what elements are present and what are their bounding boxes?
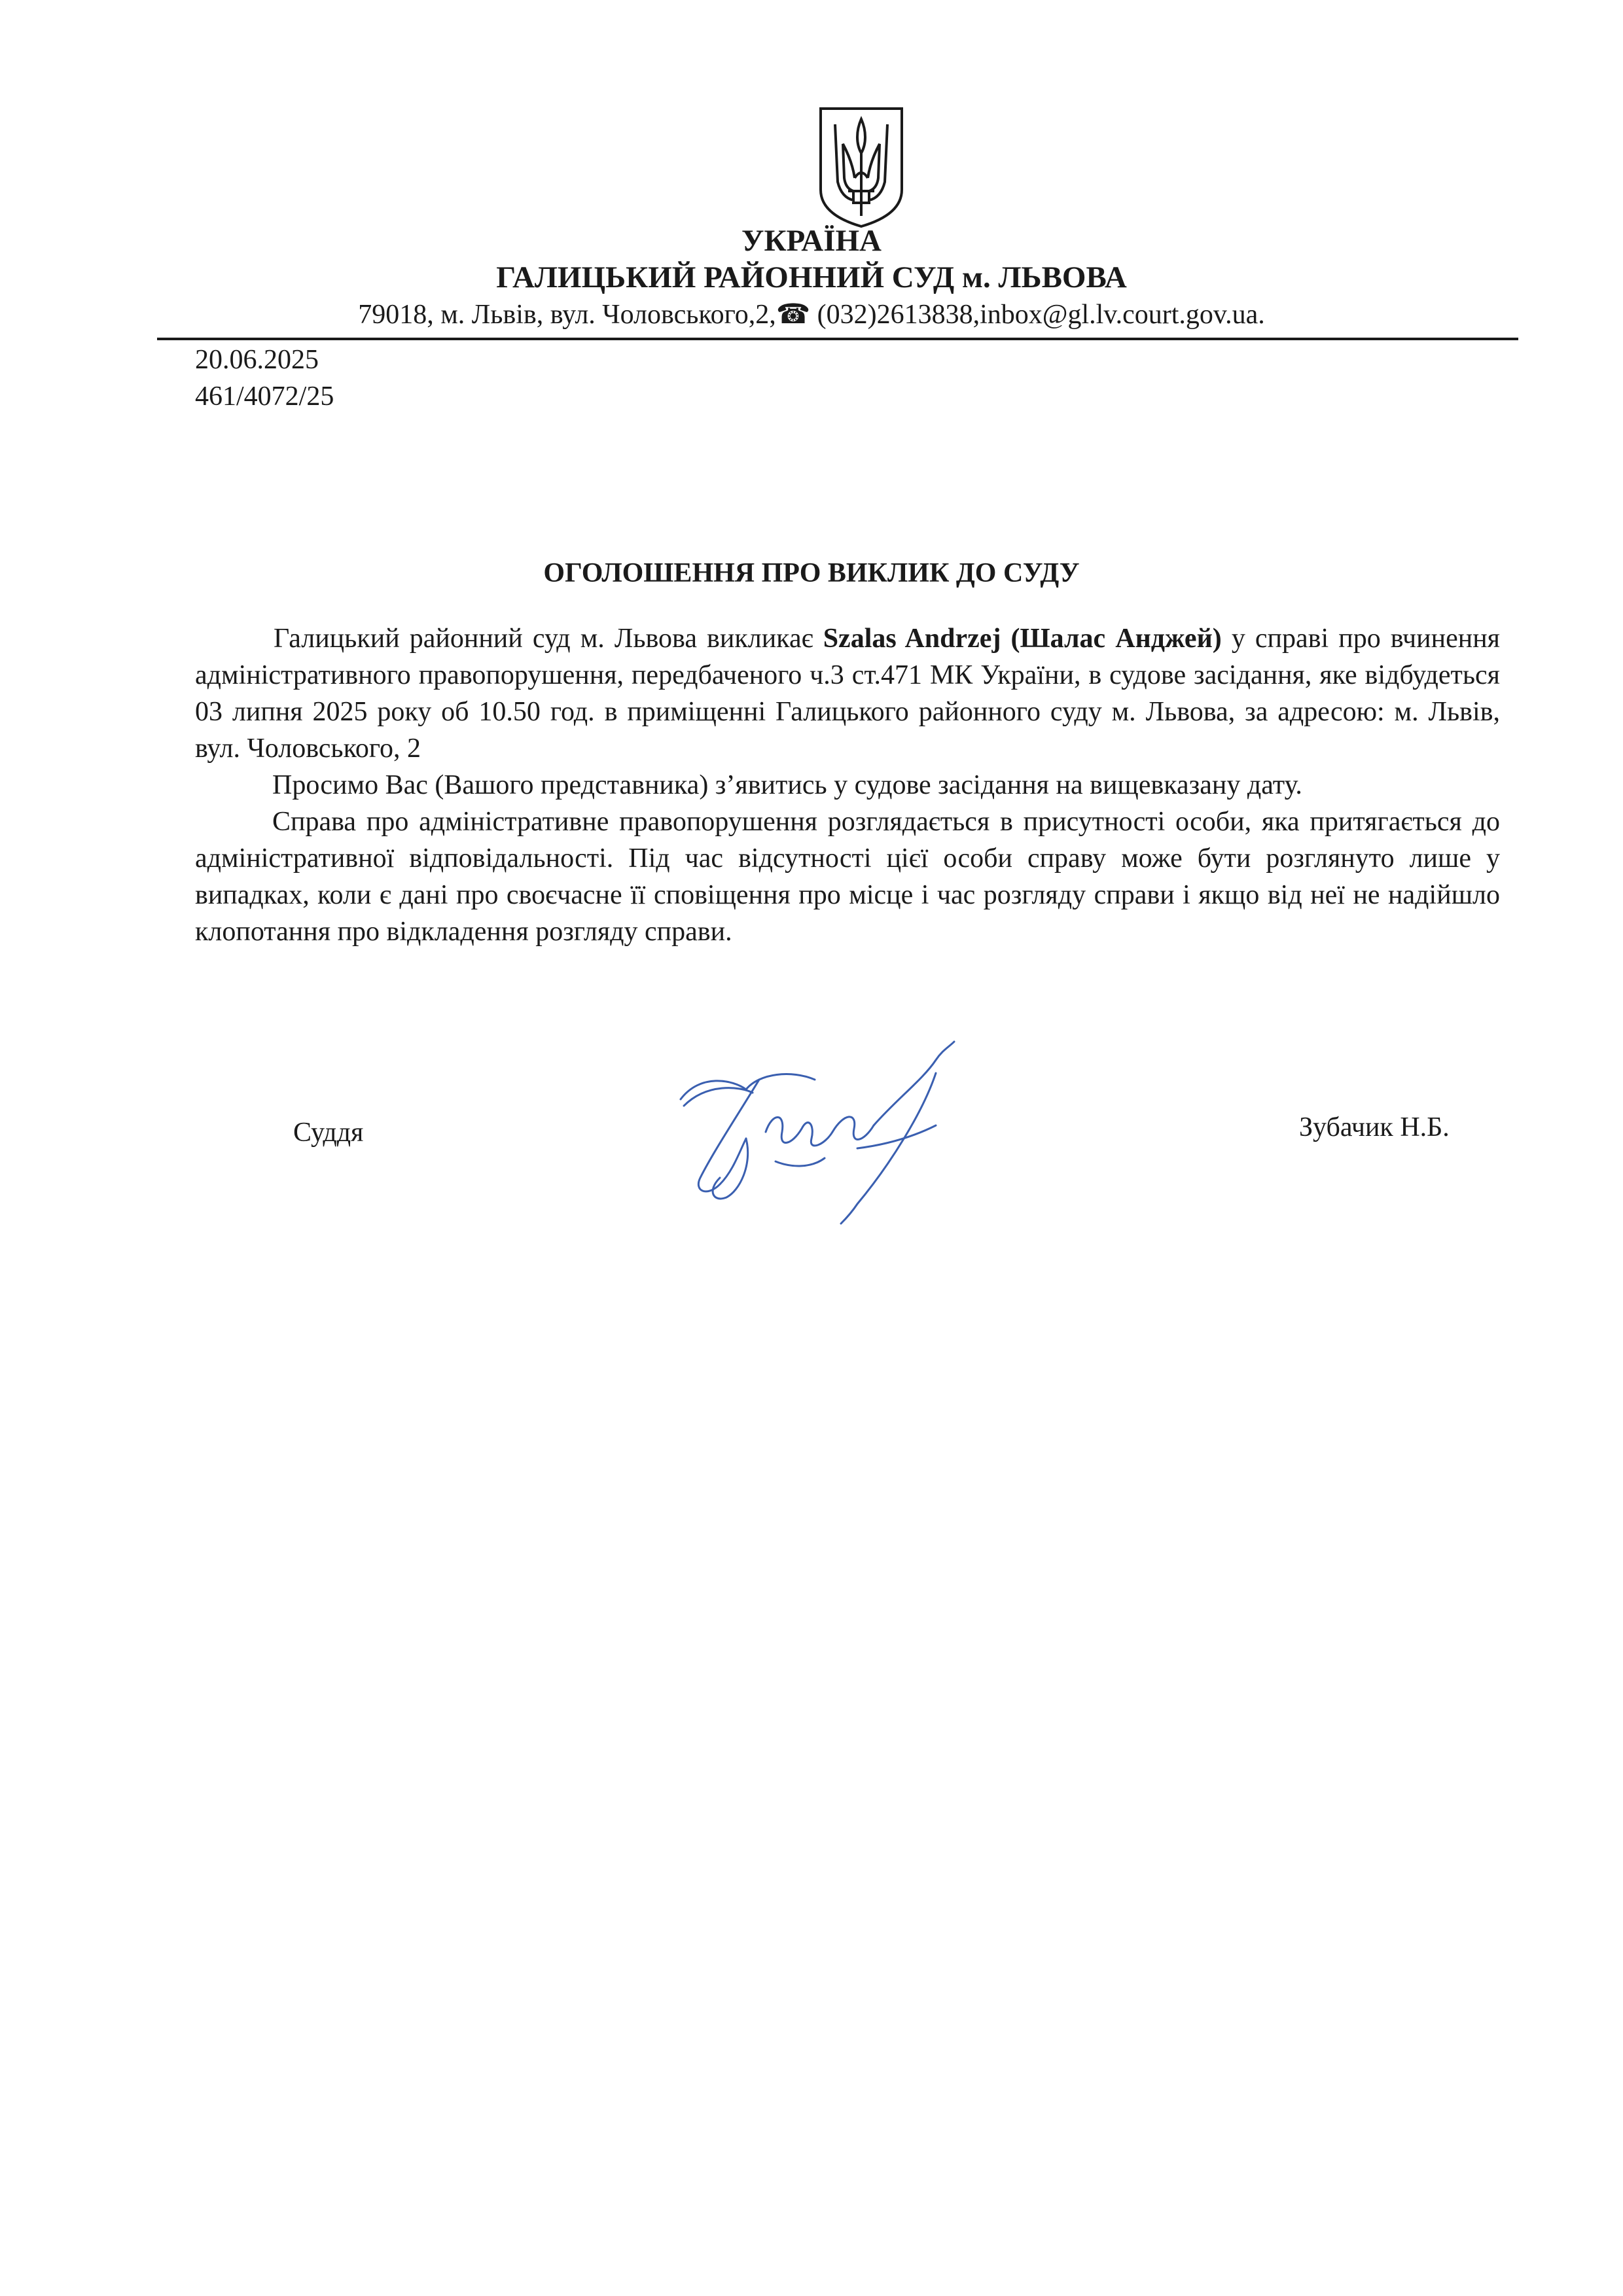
- document-date: 20.06.2025: [195, 345, 319, 375]
- country-heading: УКРАЇНА: [741, 224, 882, 258]
- phone-icon: ☎: [776, 300, 811, 330]
- court-address: [0, 298, 1623, 332]
- judge-name: Зубачик Н.Б.: [1299, 1112, 1450, 1142]
- handwritten-signature: [661, 1034, 975, 1237]
- court-heading: ГАЛИЦЬКИЙ РАЙОННИЙ СУД м. ЛЬВОВА: [496, 260, 1127, 294]
- header-divider: [157, 338, 1518, 340]
- notice-title: ОГОЛОШЕННЯ ПРО ВИКЛИК ДО СУДУ: [543, 558, 1080, 588]
- case-number: 461/4072/25: [195, 381, 334, 412]
- paragraph-procedure: Справа про адміністративне правопорушення розглядається в присутності особи, яка притягається до адміністративної відповідальності. Під час відсутності цієї особи справу може бути розглянуто лише у випадках, коли є дані про своєчасне її сповіщення про місце і час розгляду справи і якщо від неї не надійшло клопотання про відкладення розгляду справи.: [195, 807, 1500, 947]
- address-suffix: (032)2613838,inbox@gl.lv.court.gov.ua.: [810, 300, 1265, 330]
- summoned-person-name: Szalas Andrzej (Шалас Анджей): [823, 624, 1222, 654]
- trident-emblem-icon: [815, 105, 907, 229]
- address-prefix: 79018, м. Львів, вул. Чоловського,2,: [358, 300, 776, 330]
- judge-label: Суддя: [293, 1118, 364, 1148]
- notice-body: [195, 620, 1500, 950]
- paragraph-summons: Галицький районний суд м. Львова викликає Szalas Andrzej (Шалас Анджей) у справі про вчинення адміністративного правопорушення, передбаченого ч.3 ст.471 МК України, в судове засідання, яке відбудеться 03 липня 2025 року об 10.50 год. в приміщенні Галицького районного суду м. Львова, за адресою: м. Львів, вул. Чоловського, 2: [195, 624, 1501, 764]
- paragraph-request: Просимо Вас (Вашого представника) з’явитись у судове засідання на вищевказану дату.: [272, 770, 1302, 800]
